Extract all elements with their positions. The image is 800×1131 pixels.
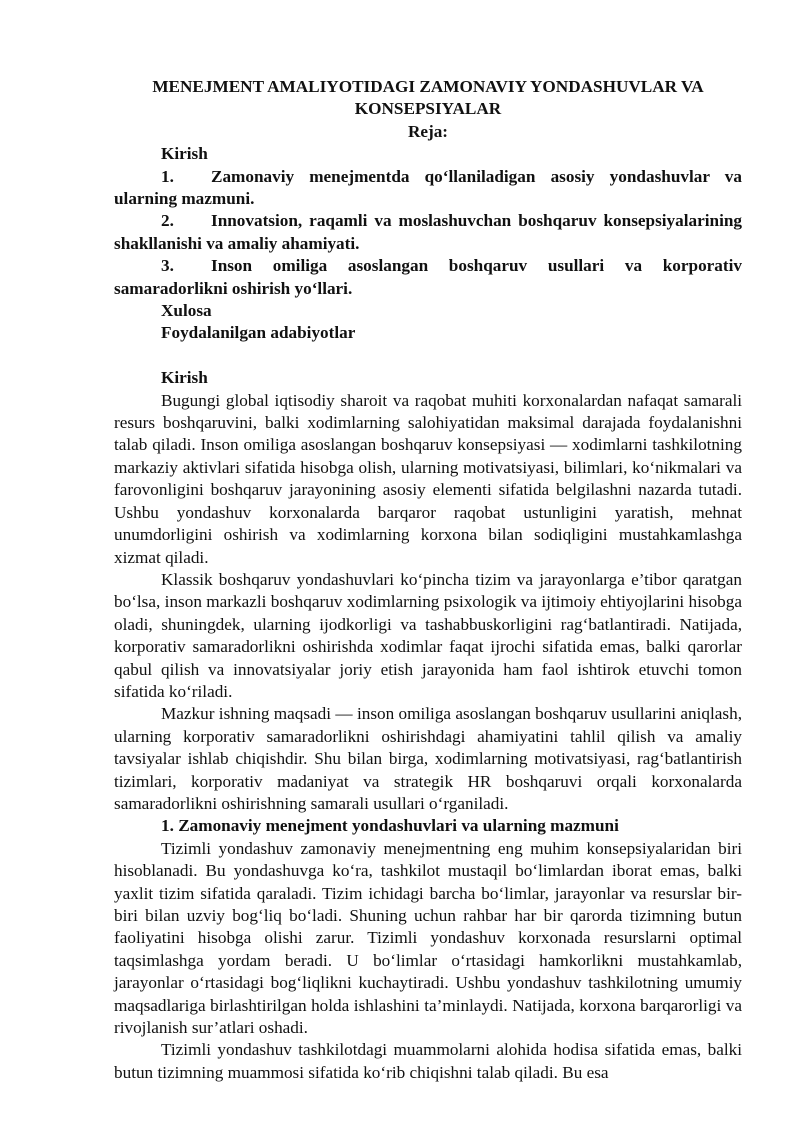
section-1-heading: 1. Zamonaviy menejment yondashuvlari va ularning mazmuni bbox=[161, 816, 619, 836]
document-title bbox=[114, 76, 742, 121]
plan-item-text: Zamonaviy menejmentda qo‘llaniladigan asosiy yondashuvlar va ularning mazmuni. bbox=[114, 166, 742, 209]
plan-intro: Kirish bbox=[161, 144, 208, 164]
blank-line bbox=[114, 345, 742, 367]
plan-item-1 bbox=[114, 166, 742, 211]
section-1-paragraph-1: Tizimli yondashuv zamonaviy menejmentning eng muhim konsepsiyalaridan biri hisoblanadi. Bu yondashuvga ko‘ra, tashkilot mustaqil bo‘limlardan iborat emas, balki yaxlit tizim sifatida qaraladi. Tizim ichidagi barcha bo‘limlar, jarayonlar va resurslar bir-biri bilan uzviy bog‘liq bo‘ladi. Shuning uchun rahbar har bir qarorda tizimning butun faoliyatini hisobga olishi zarur. Tizimli yondashuv korxonada resurslarni optimal taqsimlashga yordam beradi. U bo‘limlar o‘rtasidagi hamkorlikni mustahkamlab, jarayonlar o‘rtasidagi bog‘liqlikni kuchaytiradi. Ushbu yondashuv tashkilotning umumiy maqsadlariga birlashtirilgan holda ishlashini ta’minlaydi. Natijada, korxona barqarorligi va rivojlanish sur’atlari oshadi. bbox=[114, 838, 742, 1038]
intro-heading: Kirish bbox=[161, 368, 208, 388]
plan-item-number: 1. bbox=[161, 166, 174, 186]
section-1-paragraph-2: Tizimli yondashuv tashkilotdagi muammolarni alohida hodisa sifatida emas, balki butun tizimning muammosi sifatida ko‘rib chiqishni talab qiladi. Bu esa bbox=[114, 1040, 742, 1082]
document-title-line-2: KONSEPSIYALAR bbox=[354, 99, 502, 119]
document-title-line-1: MENEJMENT AMALIYOTIDAGI ZAMONAVIY YONDASHUVLAR VA bbox=[152, 77, 704, 96]
plan-item-3 bbox=[114, 255, 742, 300]
plan-conclusion: Xulosa bbox=[161, 301, 212, 321]
intro-paragraph-3: Mazkur ishning maqsadi — inson omiliga asoslangan boshqaruv usullarini aniqlash, ularning korporativ samaradorlikni oshirishdagi ahamiyatini tahlil qilish va amaliy tavsiyalar ishlab chiqishdir. Shu bilan birga, xodimlarning motivatsiyasi, rag‘batlantirish tizimlari, korporativ madaniyat va strategik HR boshqaruvi orqali korxonalarda samaradorlikni oshirishning samarali usullari o‘rganiladi. bbox=[114, 704, 742, 813]
plan-item-text: Innovatsion, raqamli va moslashuvchan boshqaruv konsepsiyalarining shakllanishi va amaliy ahamiyati. bbox=[114, 211, 742, 253]
plan-heading: Reja: bbox=[407, 121, 449, 141]
intro-paragraph-1: Bugungi global iqtisodiy sharoit va raqobat muhiti korxonalardan nafaqat samarali resurs boshqaruvini, balki xodimlarning salohiyatidan maksimal darajada foydalanishni talab qiladi. Inson omiliga asoslangan boshqaruv konsepsiyasi — xodimlarni tashkilotning markaziy aktivlari sifatida hisobga olish, ularning motivatsiyasi, bilimlari, ko‘nikmalari va farovonligini boshqaruv jarayonining asosiy elementi sifatida belgilashni nazarda tutadi. Ushbu yondashuv korxonalarda barqaror raqobat ustunligini yaratish, mehnat unumdorligini oshirish va xodimlarning korxona bilan sodiqligini mustahkamlashga xizmat qiladi. bbox=[114, 390, 742, 567]
plan-item-number: 2. bbox=[161, 211, 174, 231]
plan-item-2 bbox=[114, 210, 742, 255]
document-page bbox=[114, 76, 742, 1084]
plan-item-number: 3. bbox=[161, 256, 174, 276]
intro-paragraph-2: Klassik boshqaruv yondashuvlari ko‘pincha tizim va jarayonlarga e’tibor qaratgan bo‘lsa, inson markazli boshqaruv xodimlarning psixologik va ijtimoiy ehtiyojlarini hisobga oladi, shuningdek, ularning ijodkorligi va tashabbuskorligini rag‘batlantiradi. Natijada, korporativ samaradorlikni oshirishda xodimlar faqat ijrochi sifatida emas, balki qarorlar qabul qilish va innovatsiyalar joriy etish jarayonida ham faol ishtirok etuvchi tomon sifatida ko‘riladi. bbox=[114, 569, 742, 701]
plan-item-text: Inson omiliga asoslangan boshqaruv usullari va korporativ samaradorlikni oshirish yo‘llari. bbox=[114, 256, 742, 298]
plan-references: Foydalanilgan adabiyotlar bbox=[161, 323, 356, 343]
